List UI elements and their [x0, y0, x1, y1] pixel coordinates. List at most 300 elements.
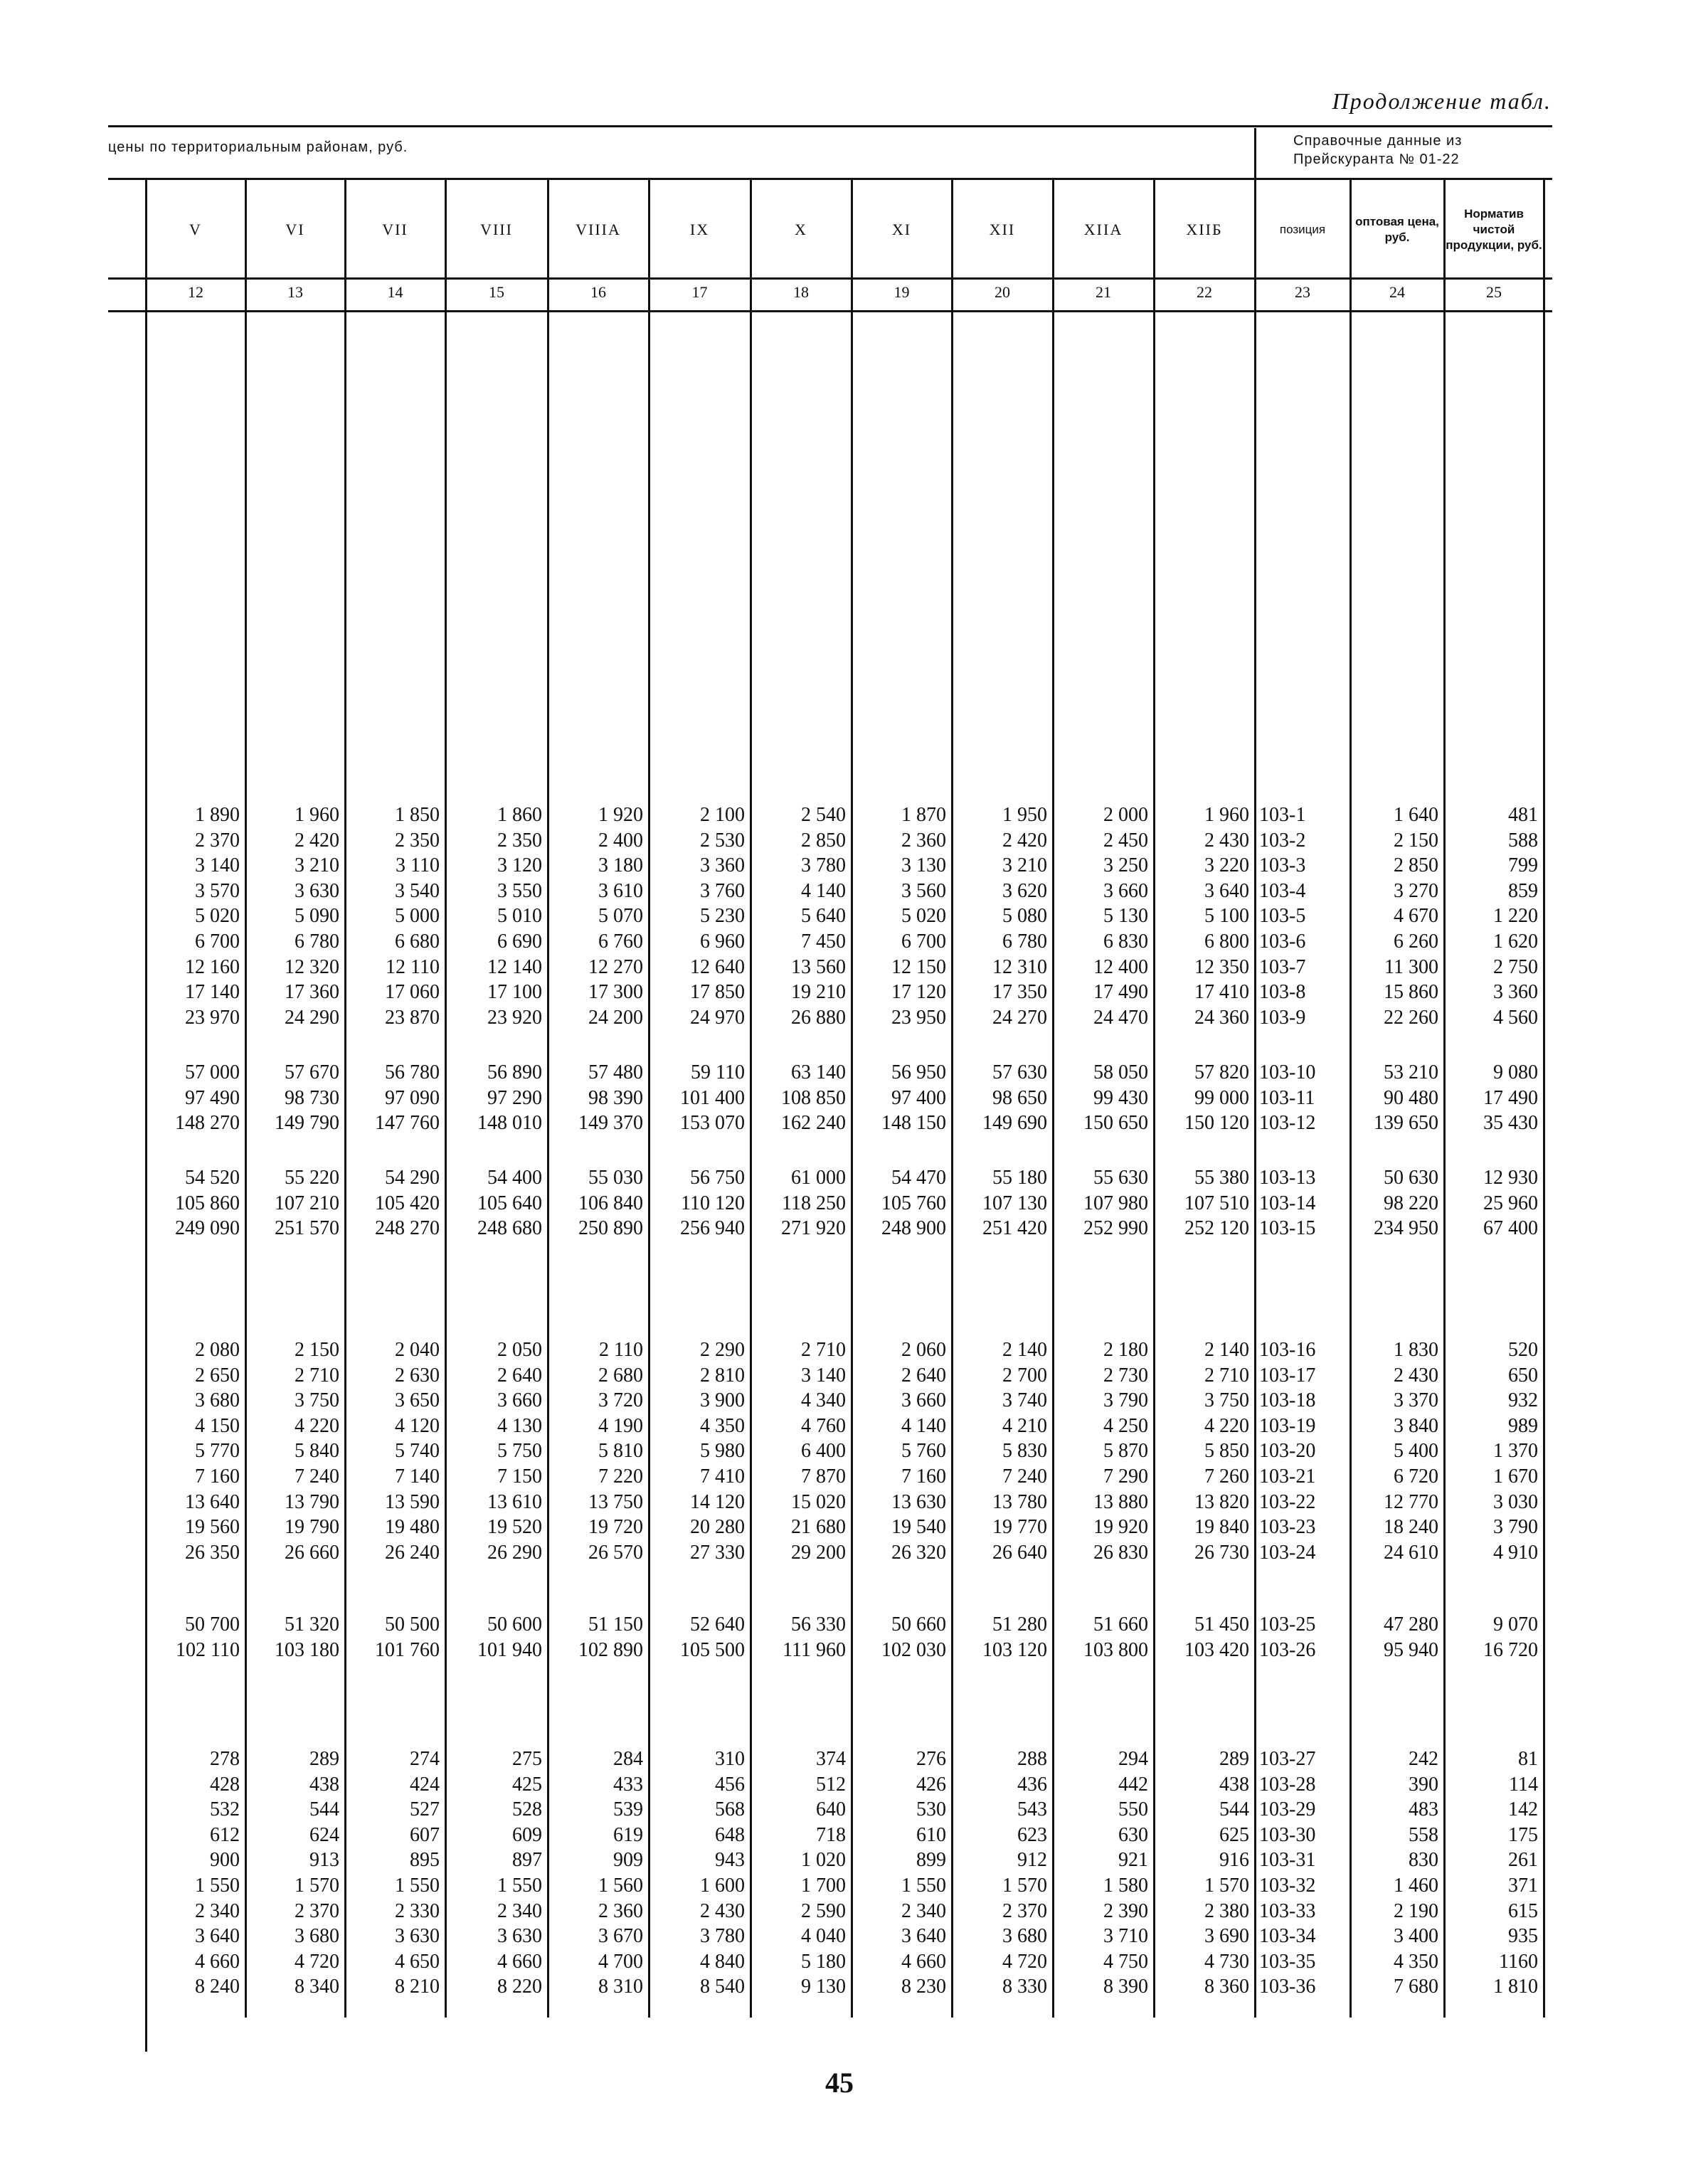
table-cell: 897 — [512, 1849, 542, 1871]
table-cell: 8 220 — [497, 1976, 542, 1998]
table-cell: 56 950 — [891, 1061, 946, 1083]
table-cell: 12 140 — [487, 956, 542, 978]
table-cell: 1 950 — [1002, 804, 1047, 826]
column-number: 12 — [188, 283, 203, 301]
table-cell: 1 850 — [395, 804, 440, 826]
table-cell: 4 340 — [801, 1389, 846, 1411]
table-cell: 558 — [1409, 1824, 1438, 1846]
table-cell: 12 640 — [690, 956, 745, 978]
table-cell: 99 000 — [1194, 1087, 1249, 1109]
table-cell: 528 — [512, 1798, 542, 1820]
table-cell: 17 060 — [385, 981, 440, 1003]
table-cell: 483 — [1409, 1798, 1438, 1820]
table-cell: 3 790 — [1103, 1389, 1148, 1411]
table-cell: 55 030 — [588, 1167, 643, 1189]
table-cell: 248 900 — [881, 1217, 946, 1239]
table-cell: 5 640 — [801, 905, 846, 927]
table-cell: 5 230 — [700, 905, 745, 927]
position-cell: 103-1 — [1259, 804, 1306, 826]
table-cell: 3 690 — [1204, 1925, 1249, 1947]
table-cell: 428 — [210, 1774, 240, 1796]
table-cell: 2 640 — [497, 1364, 542, 1387]
table-cell: 29 200 — [791, 1542, 846, 1564]
table-cell: 22 260 — [1384, 1007, 1438, 1029]
table-cell: 3 660 — [1103, 880, 1148, 902]
table-cell: 3 900 — [700, 1389, 745, 1411]
table-cell: 2 340 — [901, 1900, 946, 1922]
table-cell: 4 840 — [700, 1951, 745, 1973]
table-cell: 943 — [715, 1849, 745, 1871]
table-cell: 5 400 — [1394, 1440, 1438, 1462]
column-number: 13 — [287, 283, 303, 301]
table-cell: 294 — [1118, 1748, 1148, 1770]
table-cell: 97 090 — [385, 1087, 440, 1109]
table-cell: 899 — [916, 1849, 946, 1871]
table-cell: 27 330 — [690, 1542, 745, 1564]
table-cell: 249 090 — [175, 1217, 240, 1239]
table-cell: 895 — [410, 1849, 440, 1871]
position-cell: 103-7 — [1259, 956, 1306, 978]
table-cell: 288 — [1017, 1748, 1047, 1770]
table-cell: 6 720 — [1394, 1465, 1438, 1488]
table-cell: 12 270 — [588, 956, 643, 978]
position-cell: 103-28 — [1259, 1774, 1316, 1796]
table-cell: 150 120 — [1184, 1112, 1249, 1134]
table-cell: 2 430 — [700, 1900, 745, 1922]
table-cell: 932 — [1508, 1389, 1538, 1411]
table-cell: 26 240 — [385, 1542, 440, 1564]
table-cell: 13 750 — [588, 1491, 643, 1513]
table-cell: 3 210 — [295, 854, 339, 876]
table-cell: 6 690 — [497, 931, 542, 953]
position-cell: 103-30 — [1259, 1824, 1316, 1846]
table-cell: 1 890 — [195, 804, 240, 826]
table-cell: 3 180 — [598, 854, 643, 876]
table-cell: 107 130 — [982, 1192, 1047, 1214]
table-cell: 2 140 — [1204, 1339, 1249, 1361]
page-number: 45 — [825, 2067, 854, 2099]
position-cell: 103-34 — [1259, 1925, 1316, 1947]
column-number: 16 — [590, 283, 606, 301]
table-cell: 1 600 — [700, 1875, 745, 1897]
column-number: 15 — [489, 283, 504, 301]
table-cell: 3 670 — [598, 1925, 643, 1947]
table-cell: 5 770 — [195, 1440, 240, 1462]
position-cell: 103-15 — [1259, 1217, 1316, 1239]
column-header: XII — [989, 221, 1016, 238]
table-cell: 252 120 — [1184, 1217, 1249, 1239]
table-cell: 13 590 — [385, 1491, 440, 1513]
continuation-label: Продолжение табл. — [1332, 88, 1552, 114]
table-cell: 102 890 — [578, 1639, 643, 1661]
table-cell: 63 140 — [791, 1061, 846, 1083]
table-cell: 148 270 — [175, 1112, 240, 1134]
table-cell: 527 — [410, 1798, 440, 1820]
table-cell: 26 290 — [487, 1542, 542, 1564]
table-cell: 3 130 — [901, 854, 946, 876]
position-cell: 103-32 — [1259, 1875, 1316, 1897]
table-cell: 19 720 — [588, 1516, 643, 1538]
table-cell: 2 450 — [1103, 829, 1148, 852]
table-cell: 3 250 — [1103, 854, 1148, 876]
table-cell: 252 990 — [1083, 1217, 1148, 1239]
table-cell: 543 — [1017, 1798, 1047, 1820]
table-cell: 588 — [1508, 829, 1538, 852]
table-cell: 24 470 — [1093, 1007, 1148, 1029]
table-cell: 1 550 — [497, 1875, 542, 1897]
table-cell: 98 730 — [285, 1087, 339, 1109]
table-cell: 3 680 — [295, 1925, 339, 1947]
table-cell: 54 520 — [185, 1167, 240, 1189]
table-cell: 935 — [1508, 1925, 1538, 1947]
table-cell: 17 350 — [992, 981, 1047, 1003]
table-cell: 436 — [1017, 1774, 1047, 1796]
table-cell: 7 240 — [295, 1465, 339, 1488]
table-cell: 101 760 — [375, 1639, 440, 1661]
table-cell: 1 220 — [1493, 905, 1538, 927]
table-cell: 612 — [210, 1824, 240, 1846]
table-cell: 1 670 — [1493, 1465, 1538, 1488]
table-cell: 3 640 — [1204, 880, 1249, 902]
table-cell: 103 420 — [1184, 1639, 1249, 1661]
table-cell: 1 550 — [901, 1875, 946, 1897]
table-cell: 7 450 — [801, 931, 846, 953]
table-cell: 4 130 — [497, 1415, 542, 1437]
table-cell: 5 870 — [1103, 1440, 1148, 1462]
table-cell: 13 820 — [1194, 1491, 1249, 1513]
table-cell: 19 840 — [1194, 1516, 1249, 1538]
table-cell: 3 630 — [497, 1925, 542, 1947]
table-cell: 19 770 — [992, 1516, 1047, 1538]
table-cell: 2 040 — [395, 1339, 440, 1361]
table-cell: 442 — [1118, 1774, 1148, 1796]
table-cell: 1 700 — [801, 1875, 846, 1897]
table-cell: 8 210 — [395, 1976, 440, 1998]
table-cell: 51 150 — [588, 1613, 643, 1636]
table-cell: 2 340 — [497, 1900, 542, 1922]
table-cell: 153 070 — [680, 1112, 745, 1134]
table-cell: 2 140 — [1002, 1339, 1047, 1361]
position-cell: 103-29 — [1259, 1798, 1316, 1820]
table-cell: 8 540 — [700, 1976, 745, 1998]
table-cell: 5 750 — [497, 1440, 542, 1462]
table-cell: 4 220 — [295, 1415, 339, 1437]
table-cell: 23 870 — [385, 1007, 440, 1029]
table-cell: 6 680 — [395, 931, 440, 953]
table-cell: 4 560 — [1493, 1007, 1538, 1029]
table-cell: 9 070 — [1493, 1613, 1538, 1636]
table-cell: 2 730 — [1103, 1364, 1148, 1387]
table-cell: 97 490 — [185, 1087, 240, 1109]
column-number: 22 — [1197, 283, 1212, 301]
table-cell: 550 — [1118, 1798, 1148, 1820]
position-cell: 103-22 — [1259, 1491, 1316, 1513]
table-cell: 13 640 — [185, 1491, 240, 1513]
table-cell: 2 390 — [1103, 1900, 1148, 1922]
table-cell: 3 680 — [1002, 1925, 1047, 1947]
column-header: позиция — [1279, 223, 1326, 236]
table-cell: 648 — [715, 1824, 745, 1846]
table-cell: 25 960 — [1483, 1192, 1538, 1214]
table-cell: 105 640 — [477, 1192, 542, 1214]
table-cell: 4 140 — [801, 880, 846, 902]
table-cell: 15 860 — [1384, 981, 1438, 1003]
table-cell: 4 720 — [1002, 1951, 1047, 1973]
table-cell: 106 840 — [578, 1192, 643, 1214]
table-cell: 799 — [1508, 854, 1538, 876]
table-cell: 2 750 — [1493, 956, 1538, 978]
table-cell: 909 — [613, 1849, 643, 1871]
table-cell: 2 370 — [295, 1900, 339, 1922]
table-cell: 568 — [715, 1798, 745, 1820]
table-cell: 17 490 — [1093, 981, 1148, 1003]
column-header: VI — [285, 221, 305, 238]
table-cell: 278 — [210, 1748, 240, 1770]
table-cell: 118 250 — [782, 1192, 846, 1214]
table-cell: 102 110 — [176, 1639, 240, 1661]
table-cell: 12 400 — [1093, 956, 1148, 978]
table-cell: 2 190 — [1394, 1900, 1438, 1922]
table-cell: 4 730 — [1204, 1951, 1249, 1973]
column-number: 20 — [995, 283, 1010, 301]
table-cell: 3 750 — [1204, 1389, 1249, 1411]
position-cell: 103-13 — [1259, 1167, 1316, 1189]
table-cell: 1 370 — [1493, 1440, 1538, 1462]
table-cell: 2 150 — [1394, 829, 1438, 852]
table-cell: 8 240 — [195, 1976, 240, 1998]
position-cell: 103-21 — [1259, 1465, 1316, 1488]
table-cell: 4 660 — [901, 1951, 946, 1973]
table-cell: 1 570 — [1204, 1875, 1249, 1897]
table-cell: 3 610 — [598, 880, 643, 902]
column-header: V — [189, 221, 202, 238]
table-cell: 3 400 — [1394, 1925, 1438, 1947]
table-cell: 261 — [1508, 1849, 1538, 1871]
position-cell: 103-12 — [1259, 1112, 1316, 1134]
table-cell: 2 380 — [1204, 1900, 1249, 1922]
table-cell: 3 360 — [1493, 981, 1538, 1003]
table-cell: 630 — [1118, 1824, 1148, 1846]
position-cell: 103-23 — [1259, 1516, 1316, 1538]
table-cell: 110 120 — [681, 1192, 745, 1214]
table-cell: 2 370 — [1002, 1900, 1047, 1922]
table-cell: 619 — [613, 1824, 643, 1846]
table-cell: 2 530 — [700, 829, 745, 852]
table-cell: 67 400 — [1483, 1217, 1538, 1239]
position-cell: 103-4 — [1259, 880, 1306, 902]
table-cell: 26 350 — [185, 1542, 240, 1564]
table-cell: 12 150 — [891, 956, 946, 978]
table-cell: 1160 — [1499, 1951, 1538, 1973]
column-divider — [1543, 179, 1545, 2018]
table-cell: 5 830 — [1002, 1440, 1047, 1462]
table-cell: 57 670 — [285, 1061, 339, 1083]
table-cell: 150 650 — [1083, 1112, 1148, 1134]
table-cell: 3 210 — [1002, 854, 1047, 876]
table-cell: 289 — [1219, 1748, 1249, 1770]
position-cell: 103-35 — [1259, 1951, 1316, 1973]
table-cell: 12 160 — [185, 956, 240, 978]
position-cell: 103-18 — [1259, 1389, 1316, 1411]
table-cell: 3 780 — [801, 854, 846, 876]
table-cell: 55 220 — [285, 1167, 339, 1189]
table-cell: 4 210 — [1002, 1415, 1047, 1437]
table-cell: 5 070 — [598, 905, 643, 927]
table-cell: 5 840 — [295, 1440, 339, 1462]
table-cell: 51 320 — [285, 1613, 339, 1636]
table-cell: 148 010 — [477, 1112, 542, 1134]
table-cell: 6 260 — [1394, 931, 1438, 953]
table-cell: 6 700 — [901, 931, 946, 953]
table-cell: 8 310 — [598, 1976, 643, 1998]
table-cell: 2 420 — [295, 829, 339, 852]
table-cell: 7 260 — [1204, 1465, 1249, 1488]
table-cell: 26 730 — [1194, 1542, 1249, 1564]
table-cell: 19 520 — [487, 1516, 542, 1538]
table-cell: 6 960 — [700, 931, 745, 953]
table-cell: 4 190 — [598, 1415, 643, 1437]
table-cell: 624 — [309, 1824, 339, 1846]
table-cell: 12 110 — [386, 956, 440, 978]
table-cell: 24 200 — [588, 1007, 643, 1029]
table-cell: 371 — [1508, 1875, 1538, 1897]
table-cell: 7 140 — [395, 1465, 440, 1488]
table-cell: 13 610 — [487, 1491, 542, 1513]
table-cell: 20 280 — [690, 1516, 745, 1538]
table-cell: 50 600 — [487, 1613, 542, 1636]
table-cell: 2 180 — [1103, 1339, 1148, 1361]
table-cell: 4 720 — [295, 1951, 339, 1973]
table-cell: 57 630 — [992, 1061, 1047, 1083]
table-cell: 98 390 — [588, 1087, 643, 1109]
table-cell: 5 180 — [801, 1951, 846, 1973]
table-cell: 12 770 — [1384, 1491, 1438, 1513]
table-cell: 275 — [512, 1748, 542, 1770]
table-cell: 107 980 — [1083, 1192, 1148, 1214]
table-cell: 15 020 — [791, 1491, 846, 1513]
table-cell: 6 400 — [801, 1440, 846, 1462]
table-cell: 4 250 — [1103, 1415, 1148, 1437]
table-cell: 3 540 — [395, 880, 440, 902]
table-cell: 859 — [1508, 880, 1538, 902]
table-cell: 5 130 — [1103, 905, 1148, 927]
table-cell: 108 850 — [781, 1087, 846, 1109]
table-cell: 1 620 — [1493, 931, 1538, 953]
table-cell: 57 000 — [185, 1061, 240, 1083]
table-cell: 4 220 — [1204, 1415, 1249, 1437]
table-cell: 57 480 — [588, 1061, 643, 1083]
table-cell: 1 570 — [295, 1875, 339, 1897]
position-cell: 103-31 — [1259, 1849, 1316, 1871]
table-cell: 3 680 — [195, 1389, 240, 1411]
table-cell: 7 160 — [901, 1465, 946, 1488]
header-rule-3 — [108, 310, 1552, 312]
table-cell: 424 — [410, 1774, 440, 1796]
table-cell: 1 640 — [1394, 804, 1438, 826]
table-cell: 111 960 — [783, 1639, 846, 1661]
table-cell: 6 800 — [1204, 931, 1249, 953]
table-cell: 2 000 — [1103, 804, 1148, 826]
table-cell: 8 340 — [295, 1976, 339, 1998]
table-cell: 24 970 — [690, 1007, 745, 1029]
table-cell: 103 120 — [982, 1639, 1047, 1661]
position-cell: 103-24 — [1259, 1542, 1316, 1564]
table-cell: 3 710 — [1103, 1925, 1148, 1947]
table-cell: 4 700 — [598, 1951, 643, 1973]
column-header: Норматив чистой продукции, руб. — [1446, 207, 1542, 252]
table-cell: 19 540 — [891, 1516, 946, 1538]
table-cell: 544 — [1219, 1798, 1249, 1820]
table-cell: 105 420 — [375, 1192, 440, 1214]
table-cell: 248 680 — [477, 1217, 542, 1239]
table-cell: 13 880 — [1093, 1491, 1148, 1513]
table-cell: 242 — [1409, 1748, 1438, 1770]
table-cell: 54 400 — [487, 1167, 542, 1189]
table-cell: 250 890 — [578, 1217, 643, 1239]
table-cell: 26 880 — [791, 1007, 846, 1029]
table-cell: 2 710 — [801, 1339, 846, 1361]
table-cell: 50 660 — [891, 1613, 946, 1636]
position-cell: 103-27 — [1259, 1748, 1316, 1770]
table-cell: 162 240 — [781, 1112, 846, 1134]
reference-header: Справочные данные из Прейскуранта № 01-22 — [1293, 133, 1463, 167]
column-header: XIIБ — [1186, 221, 1223, 238]
table-cell: 2 710 — [295, 1364, 339, 1387]
table-cell: 9 130 — [801, 1976, 846, 1998]
position-cell: 103-6 — [1259, 931, 1306, 953]
table-cell: 148 150 — [881, 1112, 946, 1134]
table-cell: 276 — [916, 1748, 946, 1770]
table-cell: 4 750 — [1103, 1951, 1148, 1973]
table-cell: 481 — [1508, 804, 1538, 826]
table-cell: 251 570 — [275, 1217, 339, 1239]
table-cell: 12 930 — [1483, 1167, 1538, 1189]
table-cell: 2 290 — [700, 1339, 745, 1361]
table-cell: 5 010 — [497, 905, 542, 927]
table-cell: 4 150 — [195, 1415, 240, 1437]
table-cell: 105 500 — [680, 1639, 745, 1661]
prices-header: цены по территориальным районам, руб. — [108, 139, 408, 155]
column-header: X — [795, 221, 807, 238]
table-cell: 13 560 — [791, 956, 846, 978]
table-cell: 2 640 — [901, 1364, 946, 1387]
table-cell: 3 650 — [395, 1389, 440, 1411]
table-cell: 8 390 — [1103, 1976, 1148, 1998]
table-cell: 12 320 — [285, 956, 339, 978]
table-cell: 830 — [1409, 1849, 1438, 1871]
position-cell: 103-36 — [1259, 1976, 1316, 1998]
table-cell: 530 — [916, 1798, 946, 1820]
table-cell: 19 210 — [791, 981, 846, 1003]
table-cell: 251 420 — [982, 1217, 1047, 1239]
table-cell: 13 790 — [285, 1491, 339, 1513]
table-cell: 532 — [210, 1798, 240, 1820]
table-cell: 56 890 — [487, 1061, 542, 1083]
column-header: XIIA — [1083, 221, 1123, 238]
table-cell: 103 180 — [275, 1639, 339, 1661]
column-number: 25 — [1486, 283, 1502, 301]
table-cell: 55 180 — [992, 1167, 1047, 1189]
table-cell: 5 100 — [1204, 905, 1249, 927]
table-cell: 17 850 — [690, 981, 745, 1003]
table-cell: 47 280 — [1384, 1613, 1438, 1636]
column-header: VIII — [480, 221, 513, 238]
reference-divider — [1254, 128, 1256, 179]
column-number: 24 — [1389, 283, 1405, 301]
table-cell: 9 080 — [1493, 1061, 1538, 1083]
table-cell: 4 350 — [1394, 1951, 1438, 1973]
table-cell: 17 140 — [185, 981, 240, 1003]
